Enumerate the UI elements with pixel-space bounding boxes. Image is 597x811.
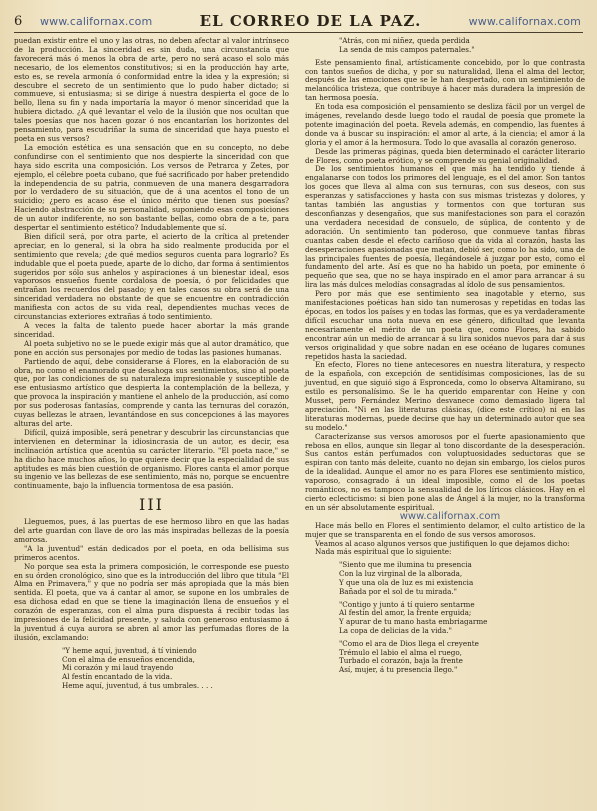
paragraph: "A la juventud" están dedicados por el poeta, en oda bellísima sus primeros acentos. [14, 543, 289, 562]
paragraph: Partiendo de aquí, debe considerarse á Flores, en la elaboración de su obra, no como el enamorado que desahoga sus sentimientos, sino al poeta que, por las condiciones de su naturaleza impresionable y susceptible de ese entusiasmo artístico que despierta la contemplación de la belleza, y que provoca la inspiración y mantiene el anhelo de la producción, así como por sus poderosas fantasías, comprende y canta las ternuras del corazón, cuyas bellezas le atraen, levantándose en sus concepciones á las mayores alturas del arte. [14, 356, 289, 428]
verse-line: Y apurar de tu mano hasta embriagarme [339, 617, 488, 627]
verse-block [339, 601, 585, 636]
verse-line: "Como el ara de Dios llega el creyente [339, 638, 479, 648]
verse-block [62, 647, 289, 691]
verse-line: "Y heme aquí, juventud, á tí viniendo [62, 645, 197, 655]
verse-line: Y que una ola de luz es mi existencia [339, 577, 474, 587]
verse-line: Así, mujer, á tu presencia llego." [339, 665, 458, 675]
newspaper-title: EL CORREO DE LA PAZ. [199, 12, 422, 30]
verse-block [339, 561, 585, 596]
page-header [14, 10, 583, 32]
verse-line: Bañada por el sol de tu mirada." [339, 586, 457, 596]
paragraph: puedan existir entre el uno y las otras, no deben afectar al valor intrínseco de la producción. La sinceridad es sin duda, una circunstancia que favorecerá más ó menos la obra de arte, pero no será acaso el solo más necesario, de los elementos constitutivos; si en la producción hay arte, esto es, se revela armonía ó conformidad entre la idea y la expresión; si descubre el secreto de un sentimiento que lo pudo haber dictado; si commueve, si entusiasma; si se dirige á nuestra despierta el goce de lo bello, llena su fin y nada importaría la mayor ó menor sinceridad que la hubiera dictado. ¿A qué levantar el velo de la ilusión que nos ocultan que tales poesías que nos hacen gozar ó nos encantarían los horizontes del pensamiento, para escudriñar la suma de sinceridad que haya puesto el poeta en sus versos? [14, 36, 289, 143]
paragraph: Bien difícil será, por otra parte, el acierto de la crítica al pretender apreciar, en lo general, si la obra ha sido realmente producida por el sentimiento que revela; ¿de qué medios seguros cuenta para lograrlo? Es indudable que el poeta puede, aparte de lo dicho, dar forma á sentimientos sugeridos por sólo sus anhelos y aspiraciones á un bienestar ideal, esos vaporosos ensueños fuente cordalosa de poesía, ó por felicidades que entrañan los recuerdos del pasado; y en tales casos su obra será de una sinceridad verdadera no obstante de que se encuentre en contradicción manifiesta con actos de su vida real, dependientes muchas veces de circunstancias exteriores extrañas á todo sentimiento. [14, 231, 289, 322]
paragraph: Pero por más que ese sentimiento sea inagotable y eterno, sus manifestaciones poéticas han sido tan numerosas y repetidas en todas las épocas, en todos los países y en todas las formas, que es ya verdaderamente difícil escuchar una nota nueva en ese género, dificultad que levanta necesariamente el mérito de un poeta que, como Flores, ha sabido encontrar aún un medio de arrancar á su lira sonidos nuevos para dar á sus versos originalidad y que sobre nadan en ese océano de lugares comunes repetidos hasta la saciedad. [305, 289, 585, 361]
paragraph: Lleguemos, pues, á las puertas de ese hermoso libro en que las hadas del arte guardan con llave de oro las más inspiradas bellezas de la poesía amorosa. [14, 517, 289, 544]
paragraph: Al poeta subjetivo no se le puede exigir más que al autor dramático, que pone en acción sus personajes por medio de todas las pasiones humanas. [14, 338, 289, 357]
paragraph: Caracterízanse sus versos amorosos por el fuerte apasionamiento que rebosa en ellos, aunque sin llegar al tono discordante de la desesperación. Sus cantos están perfumados con voluptuosidades seductoras que se espiran con tanto más deleite, cuanto no dejan sin embargo, los cielos puros de la idealidad. Aunque el amor no es para Flores ese sentimiento místico, vaporoso, consagrado á un ideal imposible, como el de los poetas románticos, no es tampoco la sensualidad de los líricos clásicos. Hay en el cierto eclecticismo: si bien pone alas de Ángel á la mujer, no la transforma en un sér absolutamente espiritual. [305, 431, 585, 512]
verse-line: La senda de mis campos paternales." [339, 44, 475, 54]
paragraph: En toda esa composición el pensamiento se desliza fácil por un vergel de imágenes, revelando desde luego todo el raudal de poesía que promete la potente imaginación del poeta. Revela además, en compendio, las fuentes á donde va á buscar su inspiración: el amor al arte, á la ciencia; el amor á la gloria y el amor á la hermosura. Todo lo que avasalla al corazón generoso. [305, 102, 585, 147]
verse-line: Con la luz virginal de la alborada, [339, 569, 463, 579]
paragraph: A veces la falta de talento puede hacer abortar la más grande sinceridad. [14, 321, 289, 339]
paragraph: Veamos al acaso algunos versos que justifiquen lo que dejamos dicho: [315, 538, 570, 548]
paragraph: De los sentimientos humanos el que más ha tendido y tiende á engalanarse con todos los primores del lenguaje, es el del amor. Son tantos los goces que lleva al alma con sus ternuras, con sus deseos, con sus esperanzas y satisfacciones y hasta con sus mismas tristezas y dolores, y tantas también las angustias y tormentos con que torturan sus desconfianzas y desengaños, que sus manifestaciones son para el corazón una verdadera necesidad de consuelo, de súplica, de contento y de adoración. Un sentimiento tan poderoso, que conmueve tantas fibras cuantas caben desde el efecto cariñoso que da vida al corazón, hasta las desesperaciones apasionadas que matan, debió ser, como lo ha sido, una de las principales fuentes de poesía, llegándosele á juzgar por esto, como el fundamento del arte. Así es que no ha habido un poeta, por eminente ó pequeño que sea, que no se haya inspirado en el amor para arrancar á su lira las más dulces melodías consagradas al ídolo de sus pensamientos. [305, 164, 585, 290]
verse-line: Trémulo el labio el alma el ruego, [339, 647, 462, 657]
page-number: 6 [14, 13, 23, 29]
left-column [14, 37, 289, 695]
verse-line: La copa de delicias de la vida." [339, 625, 452, 635]
right-column [305, 37, 585, 679]
verse-block [339, 640, 585, 675]
verse-line: Al festín del amor, la frente erguida; [339, 608, 472, 618]
verse-line: "Siento que me ilumina tu presencia [339, 560, 472, 570]
verse-line: Turbado el corazón, baja la frente [339, 656, 463, 666]
verse-line: "Contigo y junto á tí quiero sentarme [339, 599, 475, 609]
verse-line: Heme aquí, juventud, á tus umbrales. . . . [62, 681, 213, 690]
paragraph: En efecto, Flores no tiene antecesores en nuestra literatura, y respecto de la española, con excepción de sentidísimas composiciones, las de su juventud, en que siguió sigo á Espronceda, como lo observa Altamirano, su estilo es personalísimo. Se le ha querido emparentar con Heine y con Musset, pero Fernández Merino desvanece como demasiado ligera tal apreciación. "Ni en las literaturas clásicas, (dice este crítico) ni en las literaturas modernas, puede decirse que hay un determinado autor que sea su modelo." [305, 360, 585, 432]
paragraph: La emoción estética es una sensación que en su concepto, no debe confundirse con el sentimiento que nos despierte la sinceridad con que haya sido escrita una composición. Los versos de Petrarca y Zetes, por ejemplo, el célebre poeta cubano, que fué sacrificado por haber pretendido la independencia de su patria, conmueven de una manera desgarradora por lo verdadero de su situación, que de á una acentos el tono de un suicidio; ¿pero es acaso ése el único mérito que tienen sus poesías? Haciendo abstracción de su personalidad, suponiendo esas composiciones de un autor indiferente, no son bastante bellas, como obra de a te, para despertar el sentimiento estético? Indudablemente que sí. [14, 142, 289, 233]
paragraph: Difícil, quizá imposible, será penetrar y descubrir las circunstancias que intervienen en determinar la idiosincrasia de un autor, es decir, esa inclinación artística que acentúa su carácter literario. "El poeta nace," se ha dicho hace muchos años, lo que quiere decir que la especialidad de sus aptitudes es más bien cuestión de organismo. Flores canta el amor porque su ingenio ve las bellezas de ese sentimiento, más no, porque se encuentre continuamente, bajo la influencia tormentosa de esa pasión. [14, 427, 289, 491]
paragraph: Este pensamiento final, artísticamente concebido, por lo que contrasta con tantos sueños de dicha, y por su naturalidad, llena el alma del lector, después de las emociones que se le han despertado, con un sentimiento de melancólica tristeza, que contribuye á hacer más duradera la impresión de tan hermosa poesía. [305, 57, 585, 103]
paragraph: Nada más espiritual que lo siguiente: [315, 547, 452, 557]
paragraph: No porque sea esta la primera composición, le corresponde ese puesto en su órden cronológico, sino que es la introducción del libro que titula "El Alma en Primavera," y que no podría ser más apropiada que la más bien sentida. El poeta, que va á cantar al amor, se supone en los umbrales de esa dichosa edad en que se tiene la imaginación llena de ensueños y el corazón de esperanzas, con el alma pura dispuesta á recibir todas las impresiones de la felicidad presente, y saluda con generoso entusiasmo á la juventud á cuya aurora se abren al amor las perfumadas flores de la ilusión, exclamando: [14, 561, 289, 642]
verse-line: Con el alma de ensueños encendida, [62, 654, 195, 664]
paragraph: Hace más bello en Flores el sentimiento delamor, el culto artístico de la mujer que se transparenta en el fondo de sus versos amorosos. [305, 520, 585, 539]
verse-block [339, 37, 585, 55]
header-rule [14, 32, 583, 33]
watermark-url-center: www.californax.com [399, 510, 501, 522]
verse-line: "Atrás, con mi niñez, queda perdida [339, 36, 470, 45]
paragraph: Desde las primeras páginas, queda bien determinado el carácter literario de Flores, como poeta erótico, y se comprende su genial originalidad. [305, 146, 585, 165]
verse-line: Al festín encantado de la vida. [62, 672, 173, 682]
watermark-url-right: www.californax.com [468, 14, 581, 28]
section-heading: III [139, 495, 164, 515]
verse-line: Mi corazón y mi laud trayendo [62, 663, 174, 673]
watermark-url-left: www.californax.com [40, 14, 153, 28]
